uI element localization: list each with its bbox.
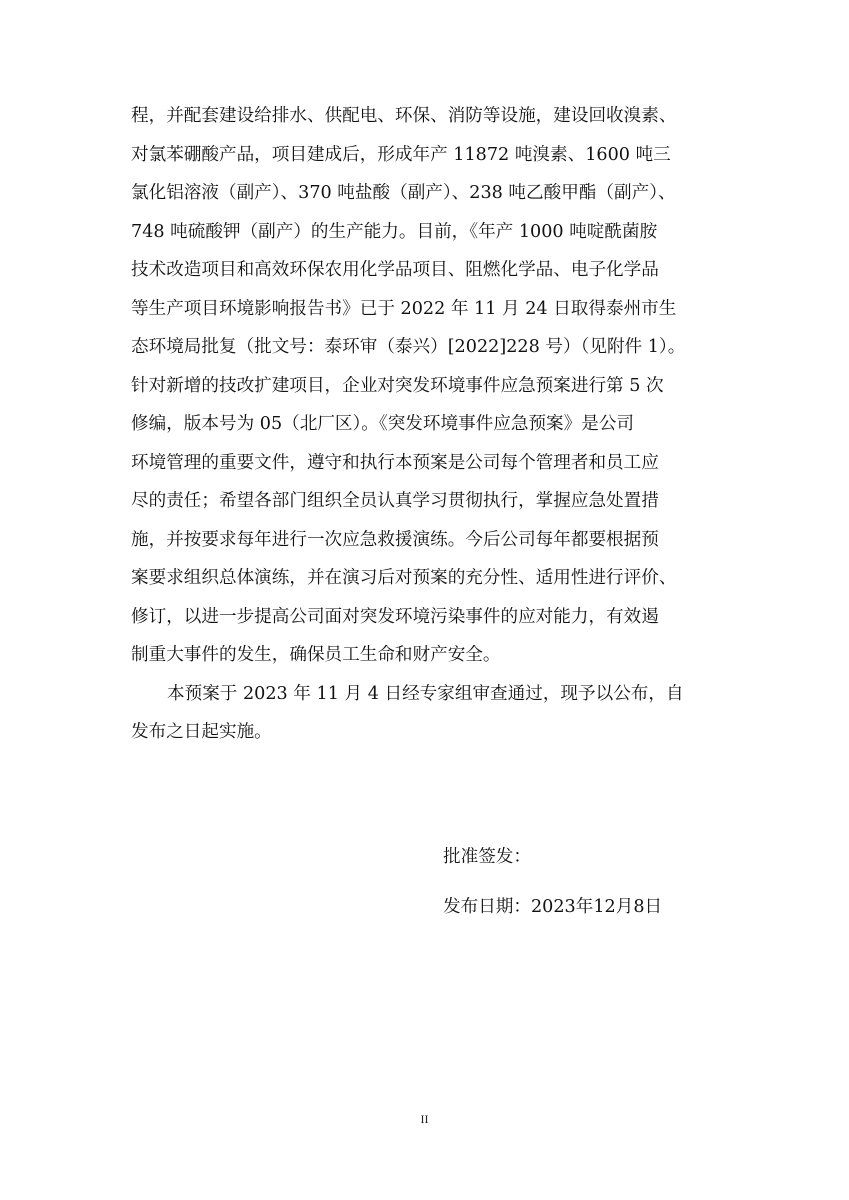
paragraph-1-line: 施，并按要求每年进行一次应急救援演练。今后公司每年都要根据预 bbox=[131, 529, 659, 550]
paragraph-1-line: 尽的责任；希望各部门组织全员认真学习贯彻执行，掌握应急处置措 bbox=[131, 491, 659, 511]
page-number: II bbox=[420, 1112, 429, 1126]
paragraph-2-line: 发布之日起实施。 bbox=[131, 722, 272, 742]
approval-label: 批准签发： bbox=[443, 847, 531, 867]
paragraph-1-line: 对氯苯硼酸产品，项目建成后，形成年产 11872 吨溴素、1600 吨三 bbox=[131, 144, 671, 165]
paragraph-2-line: 本预案于 2023 年 11 月 4 日经专家组审查通过，现予以公布，自 bbox=[167, 683, 684, 704]
paragraph-1-line: 748 吨硫酸钾（副产）的生产能力。目前，《年产 1000 吨啶酰菌胺 bbox=[131, 221, 658, 242]
paragraph-1-line: 环境管理的重要文件，遵守和执行本预案是公司每个管理者和员工应 bbox=[131, 452, 659, 473]
paragraph-1-line: 态环境局批复（批文号：泰环审（泰兴）[2022]228 号）（见附件 1）。 bbox=[131, 337, 686, 357]
paragraph-1-line: 修编，版本号为 05（北厂区）。《突发环境事件应急预案》是公司 bbox=[131, 414, 635, 434]
paragraph-1-line: 针对新增的技改扩建项目，企业对突发环境事件应急预案进行第 5 次 bbox=[131, 375, 664, 396]
paragraph-1-line: 制重大事件的发生，确保员工生命和财产安全。 bbox=[131, 645, 501, 665]
paragraph-1-line: 技术改造项目和高效环保农用化学品项目、阻燃化学品、电子化学品 bbox=[131, 260, 659, 280]
paragraph-1-line: 案要求组织总体演练，并在演习后对预案的充分性、适用性进行评价、 bbox=[131, 568, 677, 588]
paragraph-1-line: 修订，以进一步提高公司面对突发环境污染事件的应对能力，有效遏 bbox=[131, 606, 659, 627]
signature-block bbox=[443, 838, 803, 938]
paragraph-1-line: 程，并配套建设给排水、供配电、环保、消防等设施，建设回收溴素、 bbox=[131, 106, 677, 126]
document-body bbox=[131, 97, 721, 752]
release-date: 发布日期：2023年12月8日 bbox=[443, 897, 663, 917]
paragraph-1-line: 等生产项目环境影响报告书》已于 2022 年 11 月 24 日取得泰州市生 bbox=[131, 298, 677, 319]
paragraph-1-line: 氯化铝溶液（副产）、370 吨盐酸（副产）、238 吨乙酸甲酯（副产）、 bbox=[131, 183, 676, 203]
